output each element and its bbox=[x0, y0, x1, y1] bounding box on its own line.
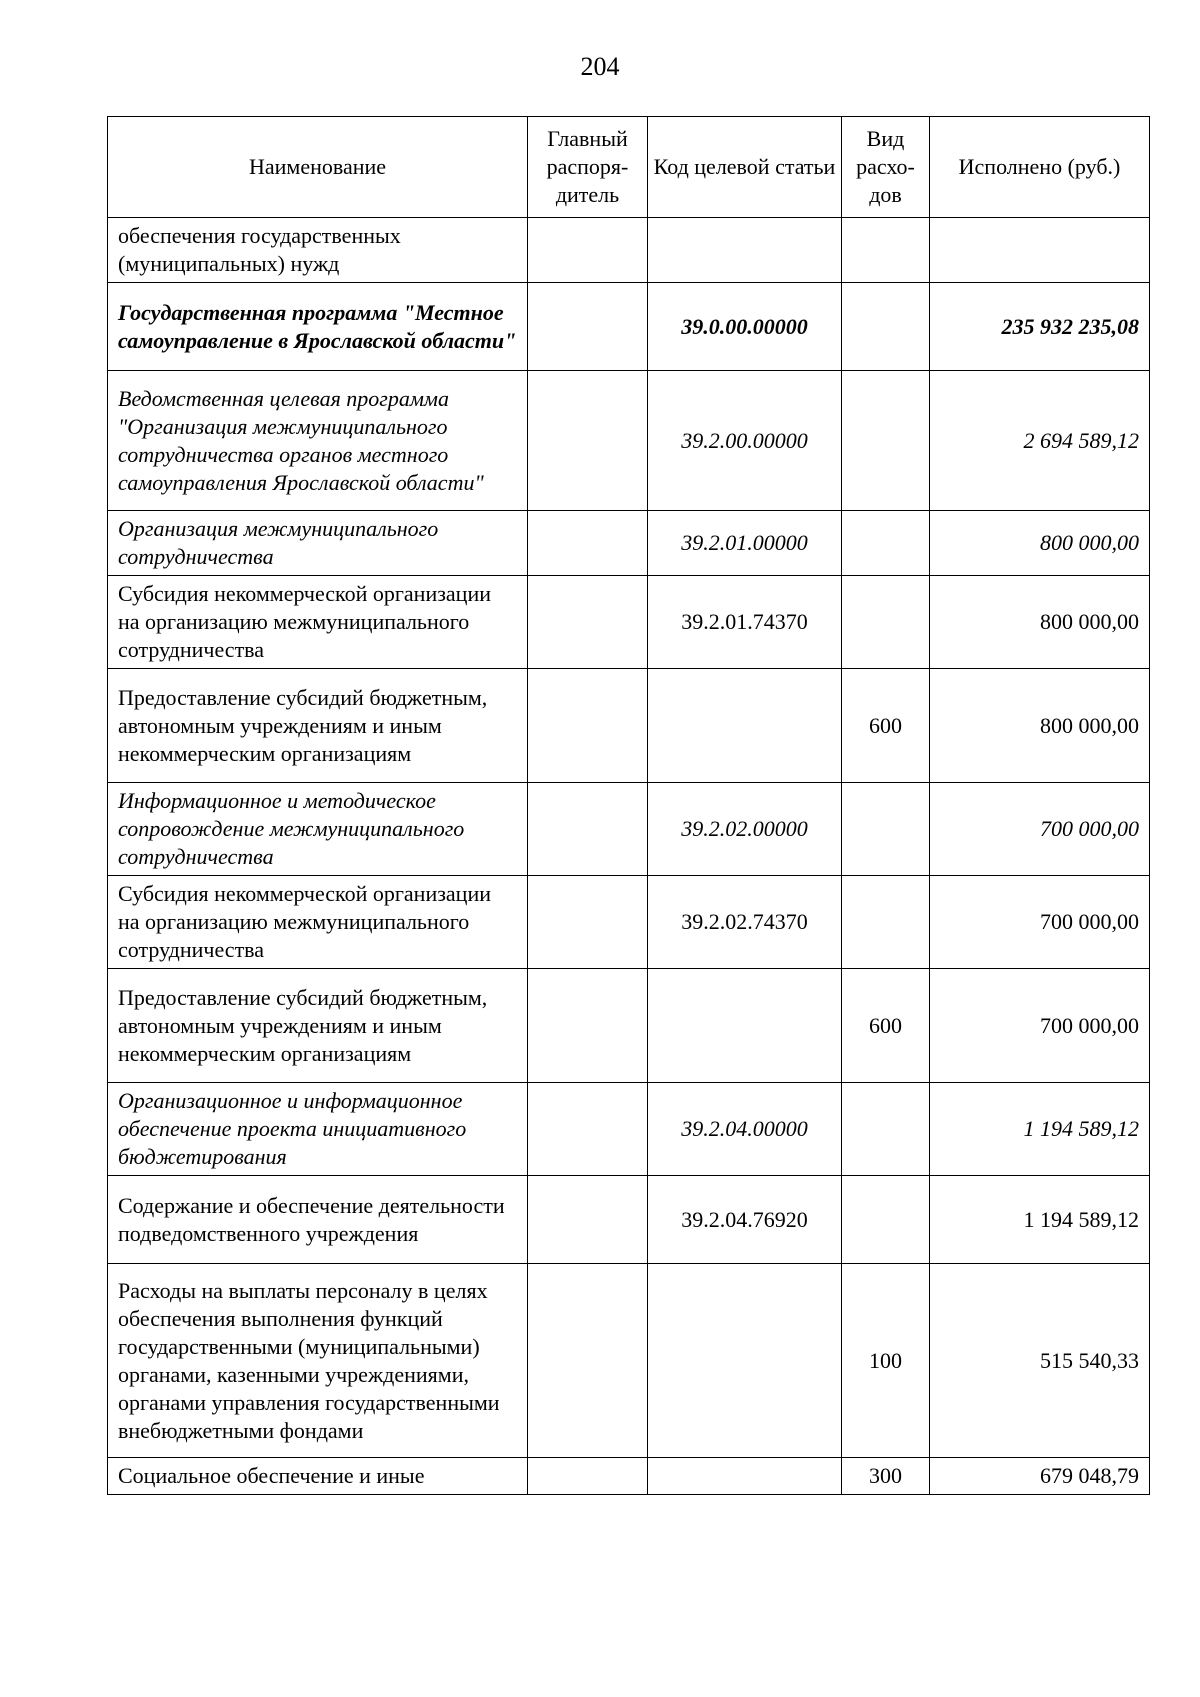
cell-sum: 800 000,00 bbox=[930, 576, 1150, 669]
cell-type bbox=[842, 371, 930, 511]
cell-name: Ведомственная целевая программа "Организация межмуниципального сотрудничества органов местного самоуправления Ярославской области" bbox=[108, 371, 528, 511]
table-row bbox=[108, 783, 1150, 876]
cell-code: 39.2.04.00000 bbox=[648, 1083, 842, 1176]
cell-name: обеспечения государственных (муниципальных) нужд bbox=[108, 218, 528, 283]
header-type: Вид расхо-дов bbox=[842, 117, 930, 218]
cell-code bbox=[648, 1458, 842, 1495]
table-row bbox=[108, 969, 1150, 1083]
cell-code bbox=[648, 969, 842, 1083]
header-code: Код целевой статьи bbox=[648, 117, 842, 218]
cell-code: 39.2.04.76920 bbox=[648, 1176, 842, 1264]
cell-name: Предоставление субсидий бюджетным, автономным учреждениям и иным некоммерческим организациям bbox=[108, 969, 528, 1083]
header-name: Наименование bbox=[108, 117, 528, 218]
cell-sum: 1 194 589,12 bbox=[930, 1176, 1150, 1264]
table-row bbox=[108, 1264, 1150, 1458]
cell-type bbox=[842, 876, 930, 969]
cell-code: 39.0.00.00000 bbox=[648, 283, 842, 371]
header-sum: Исполнено (руб.) bbox=[930, 117, 1150, 218]
cell-type: 600 bbox=[842, 969, 930, 1083]
cell-type bbox=[842, 783, 930, 876]
cell-type bbox=[842, 1176, 930, 1264]
table-body bbox=[108, 218, 1150, 1495]
table-row bbox=[108, 876, 1150, 969]
cell-code bbox=[648, 1264, 842, 1458]
cell-name: Социальное обеспечение и иные bbox=[108, 1458, 528, 1495]
cell-admin bbox=[528, 1264, 648, 1458]
cell-sum: 700 000,00 bbox=[930, 876, 1150, 969]
cell-type bbox=[842, 576, 930, 669]
cell-type: 100 bbox=[842, 1264, 930, 1458]
cell-name: Организация межмуниципального сотрудничества bbox=[108, 511, 528, 576]
cell-name: Субсидия некоммерческой организации на организацию межмуниципального сотрудничества bbox=[108, 876, 528, 969]
cell-type bbox=[842, 1083, 930, 1176]
cell-code: 39.2.01.00000 bbox=[648, 511, 842, 576]
cell-code: 39.2.02.00000 bbox=[648, 783, 842, 876]
cell-admin bbox=[528, 969, 648, 1083]
cell-type bbox=[842, 511, 930, 576]
cell-sum: 700 000,00 bbox=[930, 969, 1150, 1083]
cell-name: Организационное и информационное обеспечение проекта инициативного бюджетирования bbox=[108, 1083, 528, 1176]
header-admin: Главный распоря-дитель bbox=[528, 117, 648, 218]
table-row bbox=[108, 511, 1150, 576]
table-row bbox=[108, 371, 1150, 511]
page-number: 204 bbox=[580, 52, 620, 81]
cell-type: 300 bbox=[842, 1458, 930, 1495]
cell-admin bbox=[528, 218, 648, 283]
cell-code bbox=[648, 669, 842, 783]
cell-code: 39.2.02.74370 bbox=[648, 876, 842, 969]
cell-sum: 679 048,79 bbox=[930, 1458, 1150, 1495]
cell-sum: 700 000,00 bbox=[930, 783, 1150, 876]
cell-code bbox=[648, 218, 842, 283]
cell-name: Расходы на выплаты персоналу в целях обеспечения выполнения функций государственными (муниципальными) органами, казенными учреждениями, органами управления государственными внебюджетными фондами bbox=[108, 1264, 528, 1458]
cell-code: 39.2.01.74370 bbox=[648, 576, 842, 669]
cell-sum: 800 000,00 bbox=[930, 511, 1150, 576]
cell-admin bbox=[528, 511, 648, 576]
table-row bbox=[108, 1083, 1150, 1176]
table-header-row bbox=[108, 117, 1150, 218]
cell-name: Государственная программа "Местное самоуправление в Ярославской области" bbox=[108, 283, 528, 371]
cell-name: Информационное и методическое сопровождение межмуниципального сотрудничества bbox=[108, 783, 528, 876]
cell-admin bbox=[528, 1458, 648, 1495]
table-row bbox=[108, 1176, 1150, 1264]
cell-admin bbox=[528, 1083, 648, 1176]
cell-sum: 1 194 589,12 bbox=[930, 1083, 1150, 1176]
cell-admin bbox=[528, 283, 648, 371]
table-row bbox=[108, 576, 1150, 669]
table-row bbox=[108, 1458, 1150, 1495]
cell-type bbox=[842, 218, 930, 283]
cell-name: Содержание и обеспечение деятельности подведомственного учреждения bbox=[108, 1176, 528, 1264]
cell-sum: 235 932 235,08 bbox=[930, 283, 1150, 371]
cell-sum: 2 694 589,12 bbox=[930, 371, 1150, 511]
cell-admin bbox=[528, 876, 648, 969]
cell-admin bbox=[528, 576, 648, 669]
cell-admin bbox=[528, 371, 648, 511]
cell-sum: 800 000,00 bbox=[930, 669, 1150, 783]
table-row bbox=[108, 283, 1150, 371]
cell-admin bbox=[528, 669, 648, 783]
cell-code: 39.2.00.00000 bbox=[648, 371, 842, 511]
budget-table bbox=[107, 116, 1150, 1495]
cell-type: 600 bbox=[842, 669, 930, 783]
cell-type bbox=[842, 283, 930, 371]
cell-name: Предоставление субсидий бюджетным, автономным учреждениям и иным некоммерческим организациям bbox=[108, 669, 528, 783]
cell-sum: 515 540,33 bbox=[930, 1264, 1150, 1458]
cell-name: Субсидия некоммерческой организации на организацию межмуниципального сотрудничества bbox=[108, 576, 528, 669]
table-row bbox=[108, 669, 1150, 783]
table-row bbox=[108, 218, 1150, 283]
cell-admin bbox=[528, 783, 648, 876]
cell-sum bbox=[930, 218, 1150, 283]
cell-admin bbox=[528, 1176, 648, 1264]
